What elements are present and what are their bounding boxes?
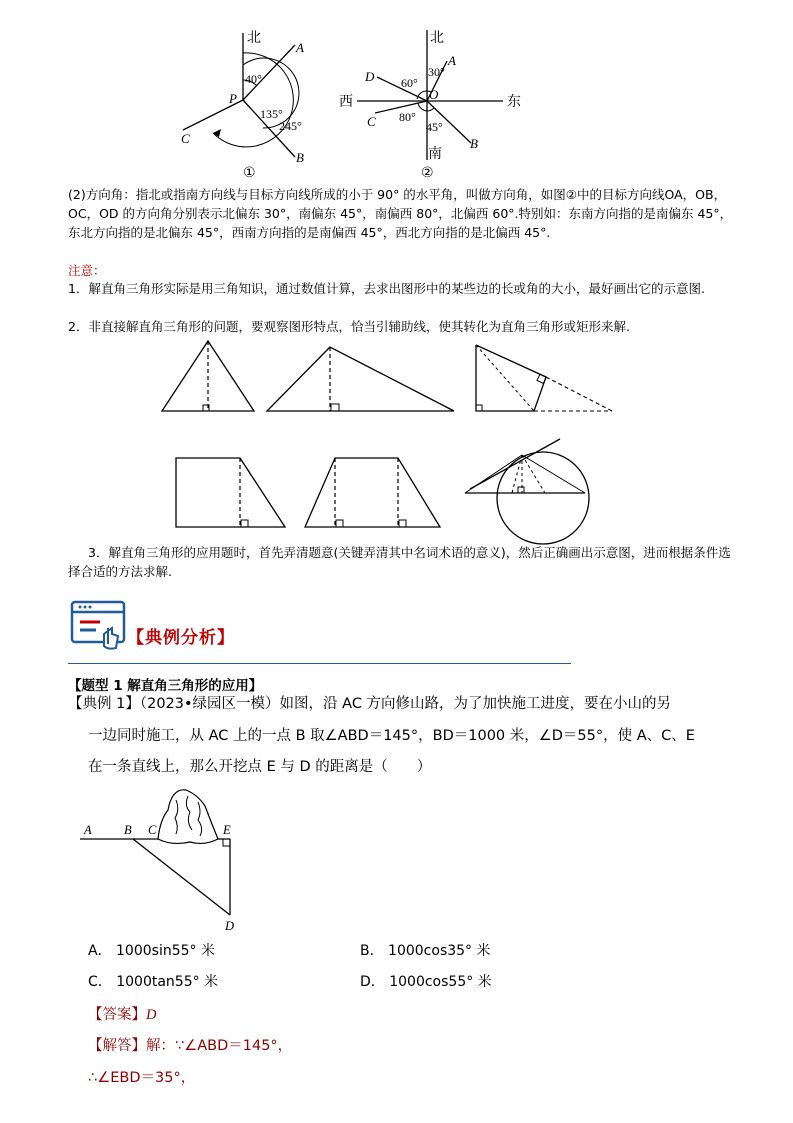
fig2-O: O (429, 87, 439, 102)
fig1-angle-135: 135° (260, 107, 283, 121)
option-a[interactable]: A． 1000sin55° 米 (88, 943, 215, 959)
fig2-B: B (470, 136, 478, 151)
fig3-D: D (225, 919, 235, 933)
example-tag: 【典例 1】 (68, 696, 140, 712)
fig3-E: E (223, 823, 231, 837)
topic-heading: 【题型 1 解直角三角形的应用】 (68, 678, 263, 694)
answer-tag: 【答案】 (88, 1007, 146, 1023)
example-line-1 (68, 689, 748, 719)
fig2-angle-30: 30° (428, 65, 445, 79)
fig2-east: 东 (507, 94, 521, 110)
solution-text-1: 解：∵∠ABD＝145°， (146, 1038, 293, 1054)
section-divider (68, 663, 571, 664)
fig2-label: ② (421, 165, 434, 181)
fig2-west: 西 (339, 94, 353, 110)
fig3-C: C (148, 823, 157, 837)
note-2: 2．非直接解直角三角形的问题，要观察图形特点，恰当引辅助线，使其转化为直角三角形或矩形来解. (68, 319, 630, 334)
example-text-1: （2023•绿园区一模）如图，沿 AC 方向修山路，为了加快施工进度，要在小山的另 (139, 696, 672, 712)
solution-line-2: ∴∠EBD＝35°， (88, 1070, 196, 1086)
fig1-A: A (296, 40, 304, 55)
answer-line (88, 1003, 156, 1024)
example-line-2: 一边同时施工，从 AC 上的一点 B 取∠ABD＝145°，BD＝1000 米，∠D＝55°，使 A、C、E (88, 728, 695, 744)
fig2-south: 南 (428, 146, 442, 162)
note-1: 1．解直角三角形实际是用三角知识，通过数值计算，去求出图形中的某些边的长或角的大小，最好画出它的示意图. (68, 281, 705, 296)
fig2-angle-60: 60° (401, 76, 418, 90)
figure-bearing-1 (175, 25, 325, 185)
fig2-D: D (365, 69, 375, 84)
fig1-angle-40: 40° (245, 72, 262, 86)
solution-tag: 【解答】 (88, 1038, 146, 1054)
fig3-A: A (84, 823, 92, 837)
note-title: 注意： (68, 263, 106, 278)
computer-click-icon (70, 600, 130, 650)
solution-line-1 (88, 1034, 292, 1055)
fig1-label: ① (243, 165, 256, 181)
fig1-north: 北 (247, 30, 261, 46)
note-3: 3．解直角三角形的应用题时，首先弄清题意(关键弄清其中名词术语的意义)，然后正确画出示意图，进而根据条件选择合适的方法求解. (68, 545, 731, 579)
fig1-C: C (181, 131, 190, 146)
fig1-angle-245: 245° (279, 119, 302, 133)
example-line-3: 在一条直线上，那么开挖点 E 与 D 的距离是（ ） (88, 759, 432, 775)
fig3-B: B (124, 823, 132, 837)
fig2-north: 北 (430, 30, 444, 46)
figure-auxiliary-lines (160, 335, 630, 545)
fig2-angle-45: 45° (426, 120, 443, 134)
fig2-A: A (448, 53, 456, 68)
fig1-P: P (229, 91, 237, 106)
fig2-C: C (367, 114, 376, 129)
figure-mountain-road (80, 780, 250, 935)
fig2-angle-80: 80° (399, 110, 416, 124)
option-d[interactable]: D． 1000cos55° 米 (360, 974, 492, 990)
option-b[interactable]: B． 1000cos35° 米 (360, 943, 491, 959)
fig1-B: B (296, 150, 304, 165)
section-title: 【典例分析】 (127, 628, 235, 648)
direction-angle-paragraph: (2)方向角：指北或指南方向线与目标方向线所成的小于 90° 的水平角，叫做方向角，如图②中的目标方向线OA，OB，OC，OD 的方向角分别表示北偏东 30°，南偏东 45°，南偏西 80°，北偏西 60°.特别如：东南方向指的是南偏东 45°，东北方向指的是北偏东 45°，西南方向指的是南偏西 45°，西北方向指的是北偏西 45°. (68, 187, 733, 240)
option-c[interactable]: C． 1000tan55° 米 (88, 974, 219, 990)
figure-bearing-2 (335, 25, 525, 185)
answer-value: D (146, 1007, 157, 1023)
